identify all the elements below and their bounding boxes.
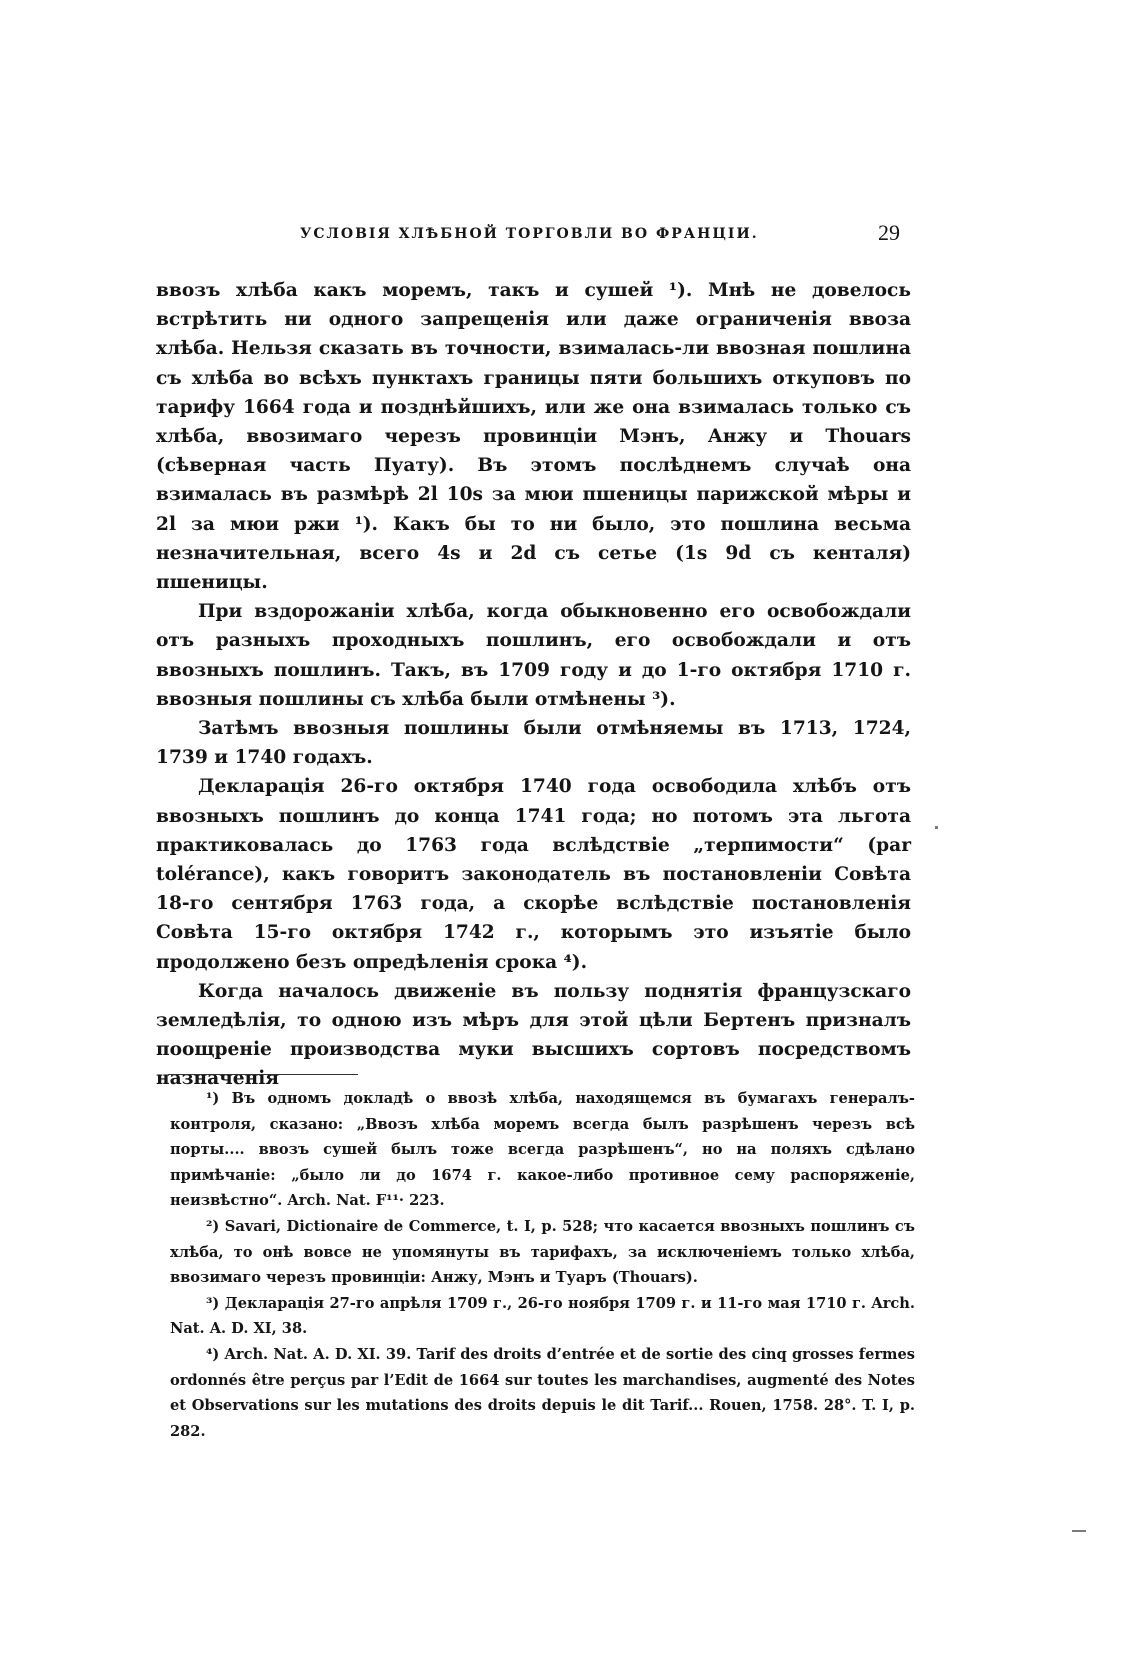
- scan-speck: [1072, 1530, 1086, 1532]
- page-number: 29: [878, 220, 900, 245]
- scan-speck: [935, 826, 938, 829]
- footnote: ⁴) Arch. Nat. A. D. XI. 39. Tarif des droits d’entrée et de sortie des cinq grosses fermes ordonnés être perçus par l’Edit de 1664 sur toutes les marchandises, augmenté des Notes et Observations sur les mutations des droits depuis le dit Tarif... Rouen, 1758. 28°. T. I, p. 282.: [170, 1345, 915, 1440]
- footnote: ²) Savari, Dictionaire de Commerce, t. I, p. 528; что касается ввозныхъ пошлинъ съ хлѣба, то онѣ вовсе не упомянуты въ тарифахъ, за исключеніемъ только хлѣба, ввозимаго черезъ провинціи: Анжу, Мэнъ и Туаръ (Thouars).: [170, 1217, 915, 1287]
- paragraph: При вздорожаніи хлѣба, когда обыкновенно его освобождали отъ разныхъ проходныхъ пошлинъ, его освобождали и отъ ввозныхъ пошлинъ. Такъ, въ 1709 году и до 1-го октября 1710 г. ввозныя пошлины съ хлѣба были отмѣнены ³).: [156, 601, 911, 710]
- main-text: [156, 276, 911, 1094]
- footnote: ¹) Въ одномъ докладѣ о ввозѣ хлѣба, находящемся въ бумагахъ генералъ-контроля, сказано: „Ввозъ хлѣба моремъ всегда былъ разрѣшенъ черезъ всѣ порты.... ввозъ сушей былъ тоже всегда разрѣшенъ“, но на поляхъ сдѣлано примѣчаніе: „было ли до 1674 г. какое-либо противное сему распоряженіе, неизвѣстно“. Arch. Nat. F¹¹· 223.: [170, 1090, 915, 1210]
- paragraph: Когда началось движеніе въ пользу поднятія французскаго земледѣлія, то одною изъ мѣръ для этой цѣли Бертенъ призналъ поощреніе производства муки высшихъ сортовъ посредствомъ назначенія: [156, 980, 911, 1090]
- paragraph: Затѣмъ ввозныя пошлины были отмѣняемы въ 1713, 1724, 1739 и 1740 годахъ.: [156, 718, 911, 769]
- paragraph: Декларація 26-го октября 1740 года освободила хлѣбъ отъ ввозныхъ пошлинъ до конца 1741 года; но потомъ эта льгота практиковалась до 1763 года вслѣдствіе „терпимости“ (par tolérance), какъ говоритъ законодатель въ постановленіи Совѣта 18-го сентября 1763 года, а скорѣе вслѣдствіе постановленія Совѣта 15-го октября 1742 г., которымъ это изъятіе было продолжено безъ опредѣленія срока ⁴).: [156, 776, 911, 973]
- paragraph: ввозъ хлѣба какъ моремъ, такъ и сушей ¹). Мнѣ не довелось встрѣтить ни одного запрещенія или даже ограниченія ввоза хлѣба. Нельзя сказать въ точности, взималась-ли ввозная пошлина съ хлѣба во всѣхъ пунктахъ границы пяти большихъ откуповъ по тарифу 1664 года и позднѣйшихъ, или же она взималась только съ хлѣба, ввозимаго черезъ провинціи Мэнъ, Анжу и Thouars (сѣверная часть Пуату). Въ этомъ послѣднемъ случаѣ она взималась въ размѣрѣ 2l 10s за мюи пшеницы парижской мѣры и 2l за мюи ржи ¹). Какъ бы то ни было, это пошлина весьма незначительная, всего 4s и 2d съ сетье (1s 9d съ кенталя) пшеницы.: [156, 280, 911, 594]
- running-title: УСЛОВІЯ ХЛѢБНОЙ ТОРГОВЛИ ВО ФРАНЦІИ.: [300, 226, 759, 242]
- footnote-divider: [168, 1074, 358, 1075]
- footnote: ³) Декларація 27-го апрѣля 1709 г., 26-го ноября 1709 г. и 11-го мая 1710 г. Arch. Nat. A. D. XI, 38.: [170, 1294, 915, 1338]
- page-header: [300, 220, 900, 254]
- footnotes: [170, 1086, 915, 1444]
